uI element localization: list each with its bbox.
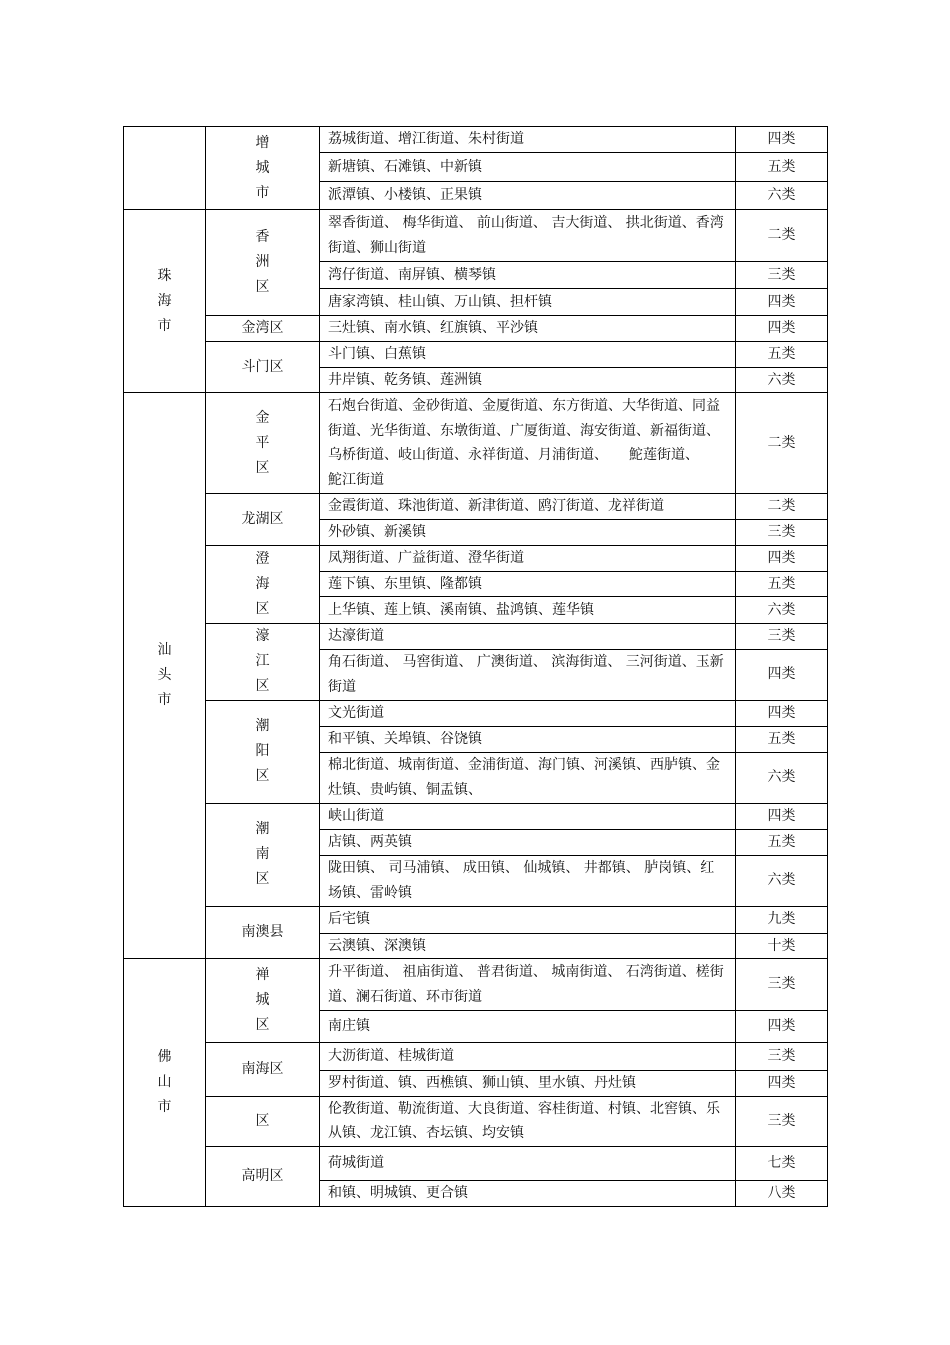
district-cell (206, 959, 320, 1043)
streets-cell: 文光街道 (320, 700, 736, 726)
table-row (124, 1043, 828, 1071)
district-cell (206, 700, 320, 803)
table-row (124, 341, 828, 367)
streets-cell: 伦教街道、勒流街道、大良街道、容桂街道、村镇、北窖镇、乐从镇、龙江镇、杏坛镇、均安镇 (320, 1096, 736, 1146)
district-cell (206, 624, 320, 701)
district-name: 金湾区 (241, 320, 284, 336)
district-name: 澄海区 (255, 551, 270, 617)
class-cell: 四类 (736, 1011, 828, 1043)
district-name: 南澳县 (241, 924, 284, 940)
streets-cell: 新塘镇、石滩镇、中新镇 (320, 153, 736, 182)
streets-cell: 升平街道、 祖庙街道、 普君街道、 城南街道、 石湾街道、槎街道、澜石街道、环市街道 (320, 959, 736, 1011)
district-cell (206, 316, 320, 342)
streets-cell: 大沥街道、桂城街道 (320, 1043, 736, 1071)
class-cell: 五类 (736, 829, 828, 855)
streets-cell: 荔城街道、增江街道、朱村街道 (320, 127, 736, 153)
district-name: 斗门区 (241, 358, 284, 375)
table-body (124, 127, 828, 1207)
district-cell (206, 1146, 320, 1206)
class-cell: 三类 (736, 262, 828, 289)
district-cell (206, 906, 320, 959)
district-name: 禅城区 (255, 967, 270, 1033)
streets-cell: 峡山街道 (320, 803, 736, 829)
streets-cell: 凤翔街道、广益街道、澄华街道 (320, 546, 736, 572)
class-cell: 七类 (736, 1146, 828, 1180)
class-cell: 四类 (736, 546, 828, 572)
streets-cell: 罗村街道、镇、西樵镇、狮山镇、里水镇、丹灶镇 (320, 1071, 736, 1097)
streets-cell: 和镇、明城镇、更合镇 (320, 1180, 736, 1206)
streets-cell: 湾仔街道、南屏镇、横琴镇 (320, 262, 736, 289)
district-name: 香洲区 (255, 229, 270, 295)
region-classification-table (123, 126, 828, 1207)
class-cell: 五类 (736, 153, 828, 182)
streets-cell: 斗门镇、白蕉镇 (320, 341, 736, 367)
city-cell (124, 127, 206, 210)
district-name: 南海区 (241, 1061, 284, 1077)
streets-cell: 金霞街道、珠池街道、新津街道、鸥汀街道、龙祥街道 (320, 494, 736, 520)
class-cell: 三类 (736, 520, 828, 546)
streets-cell: 角石街道、 马窖街道、 广澳街道、 滨海街道、 三河街道、玉新街道 (320, 649, 736, 700)
class-cell: 六类 (736, 182, 828, 210)
district-name: 增城市 (255, 134, 270, 201)
streets-cell: 和平镇、关埠镇、谷饶镇 (320, 726, 736, 752)
district-cell (206, 546, 320, 624)
streets-cell: 云澳镇、深澳镇 (320, 933, 736, 959)
table-row (124, 1096, 828, 1146)
table-row (124, 1146, 828, 1180)
streets-cell: 外砂镇、新溪镇 (320, 520, 736, 546)
class-cell: 三类 (736, 1043, 828, 1071)
district-cell (206, 393, 320, 494)
class-cell: 九类 (736, 906, 828, 933)
table-row (124, 316, 828, 342)
city-cell (124, 393, 206, 959)
streets-cell: 唐家湾镇、桂山镇、万山镇、担杆镇 (320, 289, 736, 316)
streets-cell: 石炮台街道、金砂街道、金厦街道、东方街道、大华街道、同益街道、光华街道、东墩街道、广厦街道、海安街道、新福街道、乌桥街道、岐山街道、永祥街道、月浦街道、 鮀莲街道、 鮀江街道 (320, 393, 736, 494)
district-cell (206, 803, 320, 906)
table-row (124, 210, 828, 262)
streets-cell: 陇田镇、 司马浦镇、 成田镇、 仙城镇、 井都镇、 胪岗镇、红场镇、雷岭镇 (320, 855, 736, 906)
class-cell: 八类 (736, 1180, 828, 1206)
district-cell (206, 127, 320, 210)
class-cell: 三类 (736, 1096, 828, 1146)
streets-cell: 店镇、两英镇 (320, 829, 736, 855)
class-cell: 五类 (736, 341, 828, 367)
class-cell: 四类 (736, 316, 828, 342)
district-name: 潮南区 (255, 821, 270, 887)
district-name: 高明区 (241, 1167, 284, 1184)
city-name: 佛山市 (157, 1048, 172, 1115)
city-cell (124, 959, 206, 1207)
city-name: 珠海市 (157, 267, 172, 334)
district-name: 濠江区 (255, 628, 270, 695)
streets-cell: 上华镇、莲上镇、溪南镇、盐鸿镇、莲华镇 (320, 597, 736, 624)
streets-cell: 达濠街道 (320, 624, 736, 650)
table-row (124, 624, 828, 650)
table-row (124, 803, 828, 829)
class-cell: 四类 (736, 649, 828, 700)
streets-cell: 派潭镇、小楼镇、正果镇 (320, 182, 736, 210)
district-name: 区 (255, 1112, 270, 1129)
district-cell (206, 210, 320, 316)
district-name: 龙湖区 (241, 511, 284, 528)
class-cell: 六类 (736, 597, 828, 624)
class-cell: 十类 (736, 933, 828, 959)
district-cell (206, 1043, 320, 1097)
streets-cell: 南庄镇 (320, 1011, 736, 1043)
district-cell (206, 494, 320, 546)
streets-cell: 后宅镇 (320, 906, 736, 933)
class-cell: 四类 (736, 1071, 828, 1097)
class-cell: 三类 (736, 624, 828, 650)
class-cell: 四类 (736, 803, 828, 829)
class-cell: 五类 (736, 571, 828, 597)
table-row (124, 546, 828, 572)
table-row (124, 127, 828, 153)
district-cell (206, 1096, 320, 1146)
streets-cell: 棉北街道、城南街道、金浦街道、海门镇、河溪镇、西胪镇、金灶镇、贵屿镇、铜盂镇、 (320, 752, 736, 803)
table-row (124, 393, 828, 494)
streets-cell: 荷城街道 (320, 1146, 736, 1180)
streets-cell: 井岸镇、乾务镇、莲洲镇 (320, 367, 736, 393)
city-name: 汕头市 (157, 642, 172, 708)
city-cell (124, 210, 206, 393)
class-cell: 六类 (736, 752, 828, 803)
table-row (124, 906, 828, 933)
district-name: 金平区 (255, 409, 270, 476)
class-cell: 三类 (736, 959, 828, 1011)
table-row (124, 959, 828, 1011)
district-cell (206, 341, 320, 393)
class-cell: 四类 (736, 289, 828, 316)
table-row (124, 700, 828, 726)
table-row (124, 494, 828, 520)
class-cell: 六类 (736, 367, 828, 393)
class-cell: 六类 (736, 855, 828, 906)
class-cell: 四类 (736, 127, 828, 153)
streets-cell: 莲下镇、东里镇、隆都镇 (320, 571, 736, 597)
class-cell: 二类 (736, 393, 828, 494)
streets-cell: 三灶镇、南水镇、红旗镇、平沙镇 (320, 316, 736, 342)
class-cell: 二类 (736, 210, 828, 262)
district-name: 潮阳区 (255, 718, 270, 784)
class-cell: 四类 (736, 700, 828, 726)
class-cell: 二类 (736, 494, 828, 520)
class-cell: 五类 (736, 726, 828, 752)
streets-cell: 翠香街道、 梅华街道、 前山街道、 吉大街道、 拱北街道、香湾街道、狮山街道 (320, 210, 736, 262)
